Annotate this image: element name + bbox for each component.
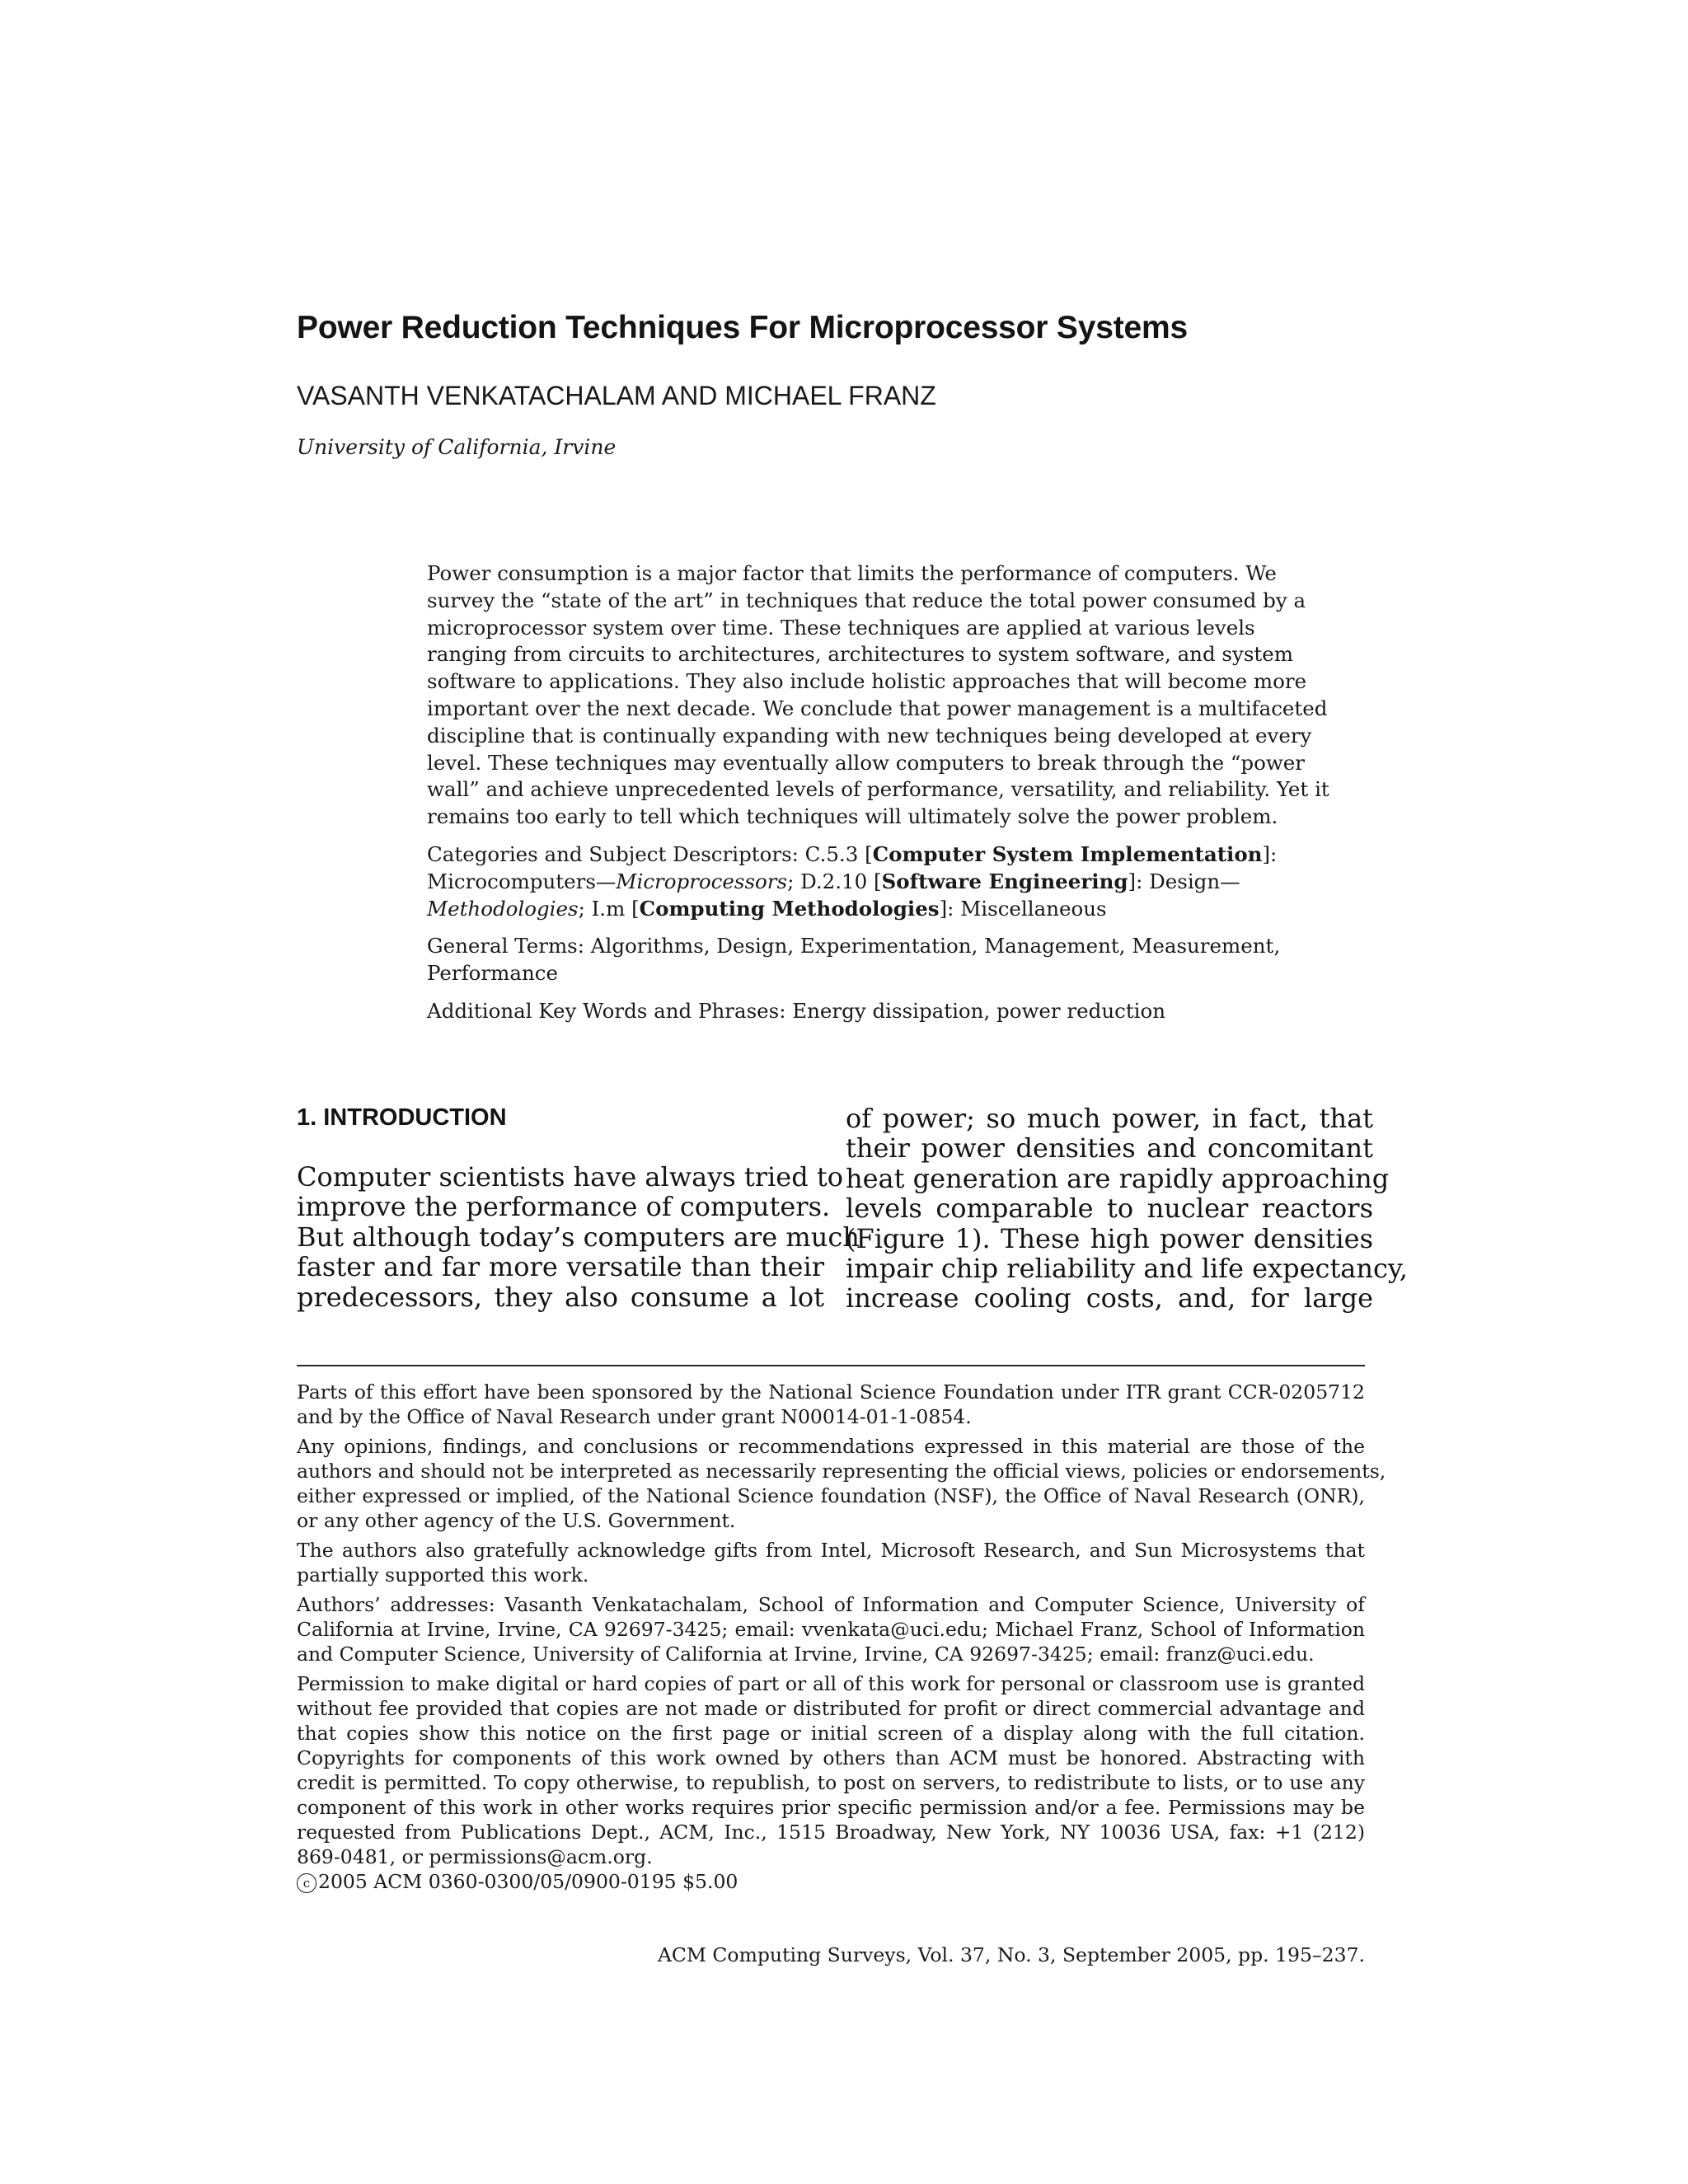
footnote-line: Parts of this effort have been sponsored by the National Science Foundation under ITR grant CCR-0205712 <box>297 1380 1365 1404</box>
intro-line: increase cooling costs, and, for large <box>846 1282 1373 1315</box>
footnote-line: The authors also gratefully acknowledge gifts from Intel, Microsoft Research, and Sun Microsystems that <box>297 1539 1365 1562</box>
intro-line: their power densities and concomitant <box>846 1132 1373 1165</box>
abstract-line: important over the next decade. We conclude that power management is a multifaceted <box>427 696 1328 720</box>
footnote-line: and by the Office of Naval Research under grant N00014-01-1-0854. <box>297 1405 972 1428</box>
introduction-heading: 1. INTRODUCTION <box>297 1104 507 1131</box>
general-terms <box>427 933 1334 987</box>
intro-column-left <box>297 1161 860 1313</box>
intro-column-right <box>846 1103 1408 1315</box>
footnote-line: that copies show this notice on the first page or initial screen of a display along with the full citation. <box>297 1722 1365 1745</box>
footnote-line: Authors’ addresses: Vasanth Venkatachalam, School of Information and Computer Science, University of <box>297 1593 1365 1616</box>
descriptor-text: Categories and Subject Descriptors: C.5.3 [ <box>427 841 873 866</box>
copyright-text: 2005 ACM 0360-0300/05/0900-0195 $5.00 <box>318 1870 738 1893</box>
descriptor-text: ]: Miscellaneous <box>939 896 1107 921</box>
general-terms-line: Performance <box>427 961 558 986</box>
abstract-line: remains too early to tell which techniques will ultimately solve the power problem. <box>427 804 1278 829</box>
intro-line: predecessors, they also consume a lot <box>297 1281 824 1313</box>
footnote-line: without fee provided that copies are not made or distributed for profit or direct commercial advantage and <box>297 1697 1365 1720</box>
footnote-disclaimer <box>297 1434 1386 1533</box>
footnote-line: Permission to make digital or hard copies of part or all of this work for personal or classroom use is granted <box>297 1672 1365 1695</box>
paper-title: Power Reduction Techniques For Microprocessor Systems <box>297 310 1188 345</box>
descriptor-text: ; D.2.10 [ <box>787 869 882 893</box>
footnote-line: 869-0481, or permissions@acm.org. <box>297 1845 653 1868</box>
footnote-line: requested from Publications Dept., ACM, Inc., 1515 Broadway, New York, NY 10036 USA, fax: +1 (212) <box>297 1821 1365 1844</box>
footnote-line: Any opinions, findings, and conclusions or recommendations expressed in this material are those of the <box>297 1435 1365 1458</box>
abstract-line: level. These techniques may eventually allow computers to break through the “power <box>427 750 1306 775</box>
footnote-line: California at Irvine, Irvine, CA 92697-3425; email: vvenkata@uci.edu; Michael Franz, School of Information <box>297 1618 1365 1641</box>
abstract-section <box>427 560 1334 1036</box>
footnote-line: partially supported this work. <box>297 1563 589 1586</box>
keywords <box>427 998 1334 1025</box>
intro-line: improve the performance of computers. <box>297 1191 831 1223</box>
intro-line: impair chip reliability and life expectancy, <box>846 1253 1408 1285</box>
descriptor-text: ; I.m [ <box>578 896 640 921</box>
footnote-line: or any other agency of the U.S. Government. <box>297 1509 736 1532</box>
footnote-acknowledgment <box>297 1538 1365 1587</box>
abstract-line: Power consumption is a major factor that limits the performance of computers. We <box>427 561 1277 585</box>
descriptor-line <box>427 869 1334 896</box>
keywords-line: Additional Key Words and Phrases: Energy dissipation, power reduction <box>427 998 1166 1023</box>
abstract-line: ranging from circuits to architectures, architectures to system software, and system <box>427 642 1293 667</box>
subject-descriptors <box>427 841 1334 922</box>
footnote-line: credit is permitted. To copy otherwise, to republish, to post on servers, to redistribute to lists, or to use any <box>297 1771 1365 1794</box>
intro-line: Computer scientists have always tried to <box>297 1161 843 1193</box>
footnote-divider <box>297 1365 1365 1366</box>
descriptor-category: Software Engineering <box>881 869 1128 893</box>
descriptor-category: Computer System Implementation <box>872 841 1263 866</box>
abstract-line: discipline that is continually expanding with new techniques being developed at every <box>427 723 1312 748</box>
intro-line: of power; so much power, in fact, that <box>846 1103 1373 1134</box>
footnote-line: authors and should not be interpreted as necessarily representing the official views, policies or endorsements, <box>297 1460 1386 1483</box>
descriptor-subcategory: Methodologies <box>427 896 579 921</box>
intro-line: (Figure 1). These high power densities <box>846 1222 1373 1254</box>
author-names: VASANTH VENKATACHALAM AND MICHAEL FRANZ <box>297 381 936 410</box>
intro-line: But although today’s computers are much <box>297 1221 860 1253</box>
descriptor-subcategory: Microprocessors <box>616 869 788 893</box>
descriptor-line <box>427 841 1334 869</box>
copyright-notice <box>297 1869 1365 1894</box>
footnote-addresses <box>297 1592 1365 1666</box>
footnote-sponsor <box>297 1380 1365 1429</box>
intro-line: levels comparable to nuclear reactors <box>846 1193 1373 1225</box>
intro-line: faster and far more versatile than their <box>297 1251 824 1283</box>
descriptor-text: Microcomputers— <box>427 869 617 893</box>
footnote-line: Copyrights for components of this work owned by others than ACM must be honored. Abstracting with <box>297 1746 1365 1769</box>
descriptor-text: ]: <box>1262 841 1278 866</box>
descriptor-category: Computing Methodologies <box>639 896 940 921</box>
descriptor-text: ]: Design— <box>1128 869 1240 893</box>
abstract-line: software to applications. They also include holistic approaches that will become more <box>427 669 1307 694</box>
abstract-line: survey the “state of the art” in techniques that reduce the total power consumed by a <box>427 588 1306 612</box>
abstract-line: wall” and achieve unprecedented levels of performance, versatility, and reliability. Yet it <box>427 777 1329 802</box>
footnote-line: either expressed or implied, of the National Science foundation (NSF), the Office of Naval Research (ONR), <box>297 1484 1365 1507</box>
footnote-line: component of this work in other works requires prior specific permission and/or a fee. Permissions may be <box>297 1796 1365 1819</box>
journal-citation: ACM Computing Surveys, Vol. 37, No. 3, September 2005, pp. 195–237. <box>657 1943 1365 1966</box>
general-terms-line: General Terms: Algorithms, Design, Experimentation, Management, Measurement, <box>427 934 1281 958</box>
abstract-line: microprocessor system over time. These techniques are applied at various levels <box>427 615 1255 640</box>
copyright-icon: c <box>297 1873 316 1893</box>
descriptor-line <box>427 896 1334 923</box>
footnote-permission <box>297 1671 1365 1869</box>
intro-line: heat generation are rapidly approaching <box>846 1162 1390 1194</box>
author-affiliation: University of California, Irvine <box>297 435 617 459</box>
footnote-line: and Computer Science, University of California at Irvine, Irvine, CA 92697-3425; email: franz@uci.edu. <box>297 1643 1315 1666</box>
abstract-text <box>427 560 1334 831</box>
footnotes-section <box>297 1380 1386 1894</box>
